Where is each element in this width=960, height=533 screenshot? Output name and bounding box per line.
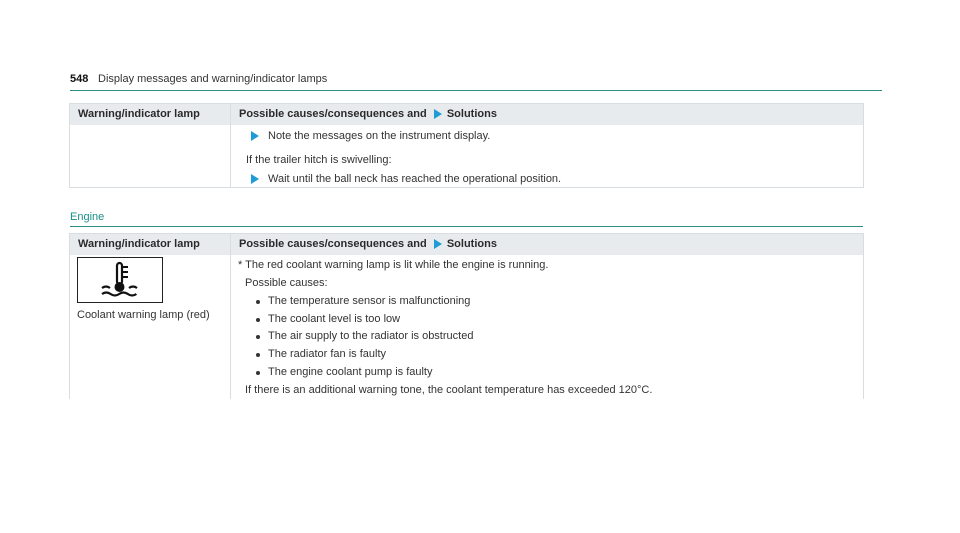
table-2-col1-header: Warning/indicator lamp [78, 238, 200, 250]
table-2-col2-header-solutions: Solutions [446, 238, 497, 250]
cause-item: The air supply to the radiator is obstructed [268, 330, 474, 342]
possible-causes-label: Possible causes: [245, 277, 328, 289]
intro-text: The red coolant warning lamp is lit while the engine is running. [245, 259, 549, 271]
table-1 [69, 103, 864, 188]
play-arrow-icon [251, 131, 259, 141]
coolant-lamp-label: Coolant warning lamp (red) [77, 309, 210, 321]
header-rule [70, 90, 882, 91]
page-number: 548 [70, 73, 89, 85]
play-arrow-icon [434, 109, 442, 119]
bullet-dot [256, 300, 260, 304]
table-1-column-divider [230, 104, 231, 187]
table-1-line-2: If the trailer hitch is swivelling: [246, 154, 392, 166]
play-arrow-icon [434, 239, 442, 249]
table-1-col1-header: Warning/indicator lamp [78, 108, 200, 120]
coolant-lamp-icon-box [77, 257, 163, 303]
intro-line [238, 259, 548, 271]
asterisk-marker: * [238, 259, 243, 271]
table-2-col2-header [239, 238, 497, 250]
cause-item: The radiator fan is faulty [268, 348, 387, 360]
table-2 [69, 233, 864, 399]
table-1-col2-header [239, 108, 497, 120]
bullet-dot [256, 318, 260, 322]
table-1-line-3: Wait until the ball neck has reached the operational position. [251, 173, 561, 185]
bullet-dot [256, 371, 260, 375]
cause-item: The temperature sensor is malfunctioning [268, 295, 471, 307]
table-1-line-1: Note the messages on the instrument display. [251, 130, 490, 142]
cause-item: The engine coolant pump is faulty [268, 366, 433, 378]
coolant-temperature-icon [78, 258, 161, 301]
table-2-header [70, 234, 863, 255]
page-header-title: Display messages and warning/indicator lamps [98, 73, 328, 85]
table-1-col2-header-solutions: Solutions [446, 108, 497, 120]
section-title-engine: Engine [70, 211, 105, 223]
table-1-col2-header-text: Possible causes/consequences and [239, 108, 427, 120]
cause-item: The coolant level is too low [268, 313, 401, 325]
play-arrow-icon [251, 174, 259, 184]
footer-line: If there is an additional warning tone, the coolant temperature has exceeded 120°C. [245, 384, 653, 396]
table-2-col2-header-text: Possible causes/consequences and [239, 238, 427, 250]
table-1-header [70, 104, 863, 125]
table-2-column-divider [230, 234, 231, 399]
section-rule [70, 226, 863, 227]
bullet-dot [256, 335, 260, 339]
bullet-dot [256, 353, 260, 357]
